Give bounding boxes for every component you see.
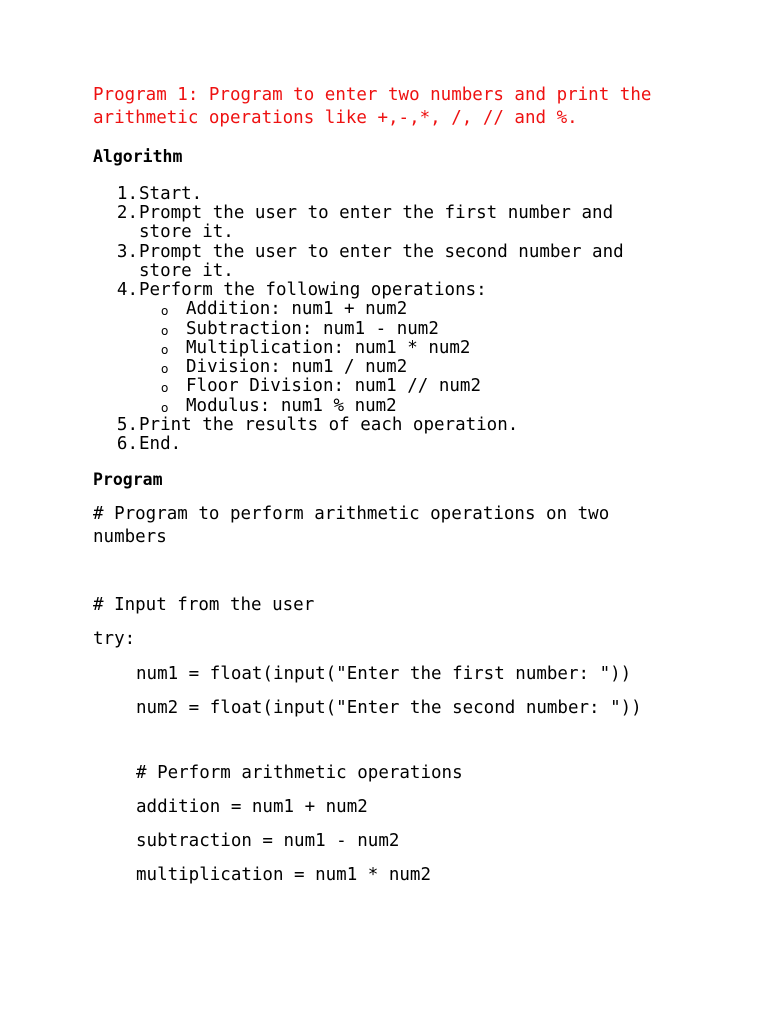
code-line: addition = num1 + num2 <box>136 797 368 817</box>
code-line: try: <box>93 629 136 649</box>
step-number: 2. <box>116 203 138 223</box>
bullet-icon: o <box>161 304 169 318</box>
bullet-icon: o <box>161 401 169 415</box>
step-text: Print the results of each operation. <box>139 415 519 435</box>
code-line: subtraction = num1 - num2 <box>136 831 400 851</box>
step-text: End. <box>139 434 182 454</box>
bullet-icon: o <box>161 381 169 395</box>
bullet-icon: o <box>161 362 169 376</box>
sub-item: Subtraction: num1 - num2 <box>186 319 439 339</box>
code-line: multiplication = num1 * num2 <box>136 865 432 885</box>
program-title <box>93 84 733 130</box>
step-text: Perform the following operations: <box>139 280 487 300</box>
step-text: store it. <box>139 261 234 281</box>
code-comment: numbers <box>93 527 167 547</box>
sub-item: Addition: num1 + num2 <box>186 299 408 319</box>
step-number: 5. <box>116 415 138 435</box>
step-text: Prompt the user to enter the second number and <box>139 242 624 262</box>
code-line: num2 = float(input("Enter the second number: ")) <box>136 698 642 718</box>
step-number: 3. <box>116 242 138 262</box>
program-heading: Program <box>93 470 163 489</box>
step-text: store it. <box>139 222 234 242</box>
title-line-1: Program 1: Program to enter two numbers and print the <box>93 85 652 105</box>
sub-item: Floor Division: num1 // num2 <box>186 376 482 396</box>
code-comment: # Perform arithmetic operations <box>136 763 463 783</box>
code-comment: # Program to perform arithmetic operations on two <box>93 504 610 524</box>
step-number: 6. <box>116 434 138 454</box>
step-number: 1. <box>116 184 138 204</box>
step-number: 4. <box>116 280 138 300</box>
code-comment: # Input from the user <box>93 595 315 615</box>
bullet-icon: o <box>161 343 169 357</box>
sub-item: Division: num1 / num2 <box>186 357 408 377</box>
sub-item: Multiplication: num1 * num2 <box>186 338 471 358</box>
title-line-2: arithmetic operations like +,-,*, /, // and %. <box>93 108 578 128</box>
algorithm-heading: Algorithm <box>93 147 183 166</box>
sub-item: Modulus: num1 % num2 <box>186 396 397 416</box>
step-text: Prompt the user to enter the first number and <box>139 203 614 223</box>
step-text: Start. <box>139 184 203 204</box>
code-line: num1 = float(input("Enter the first number: ")) <box>136 664 632 684</box>
bullet-icon: o <box>161 324 169 338</box>
